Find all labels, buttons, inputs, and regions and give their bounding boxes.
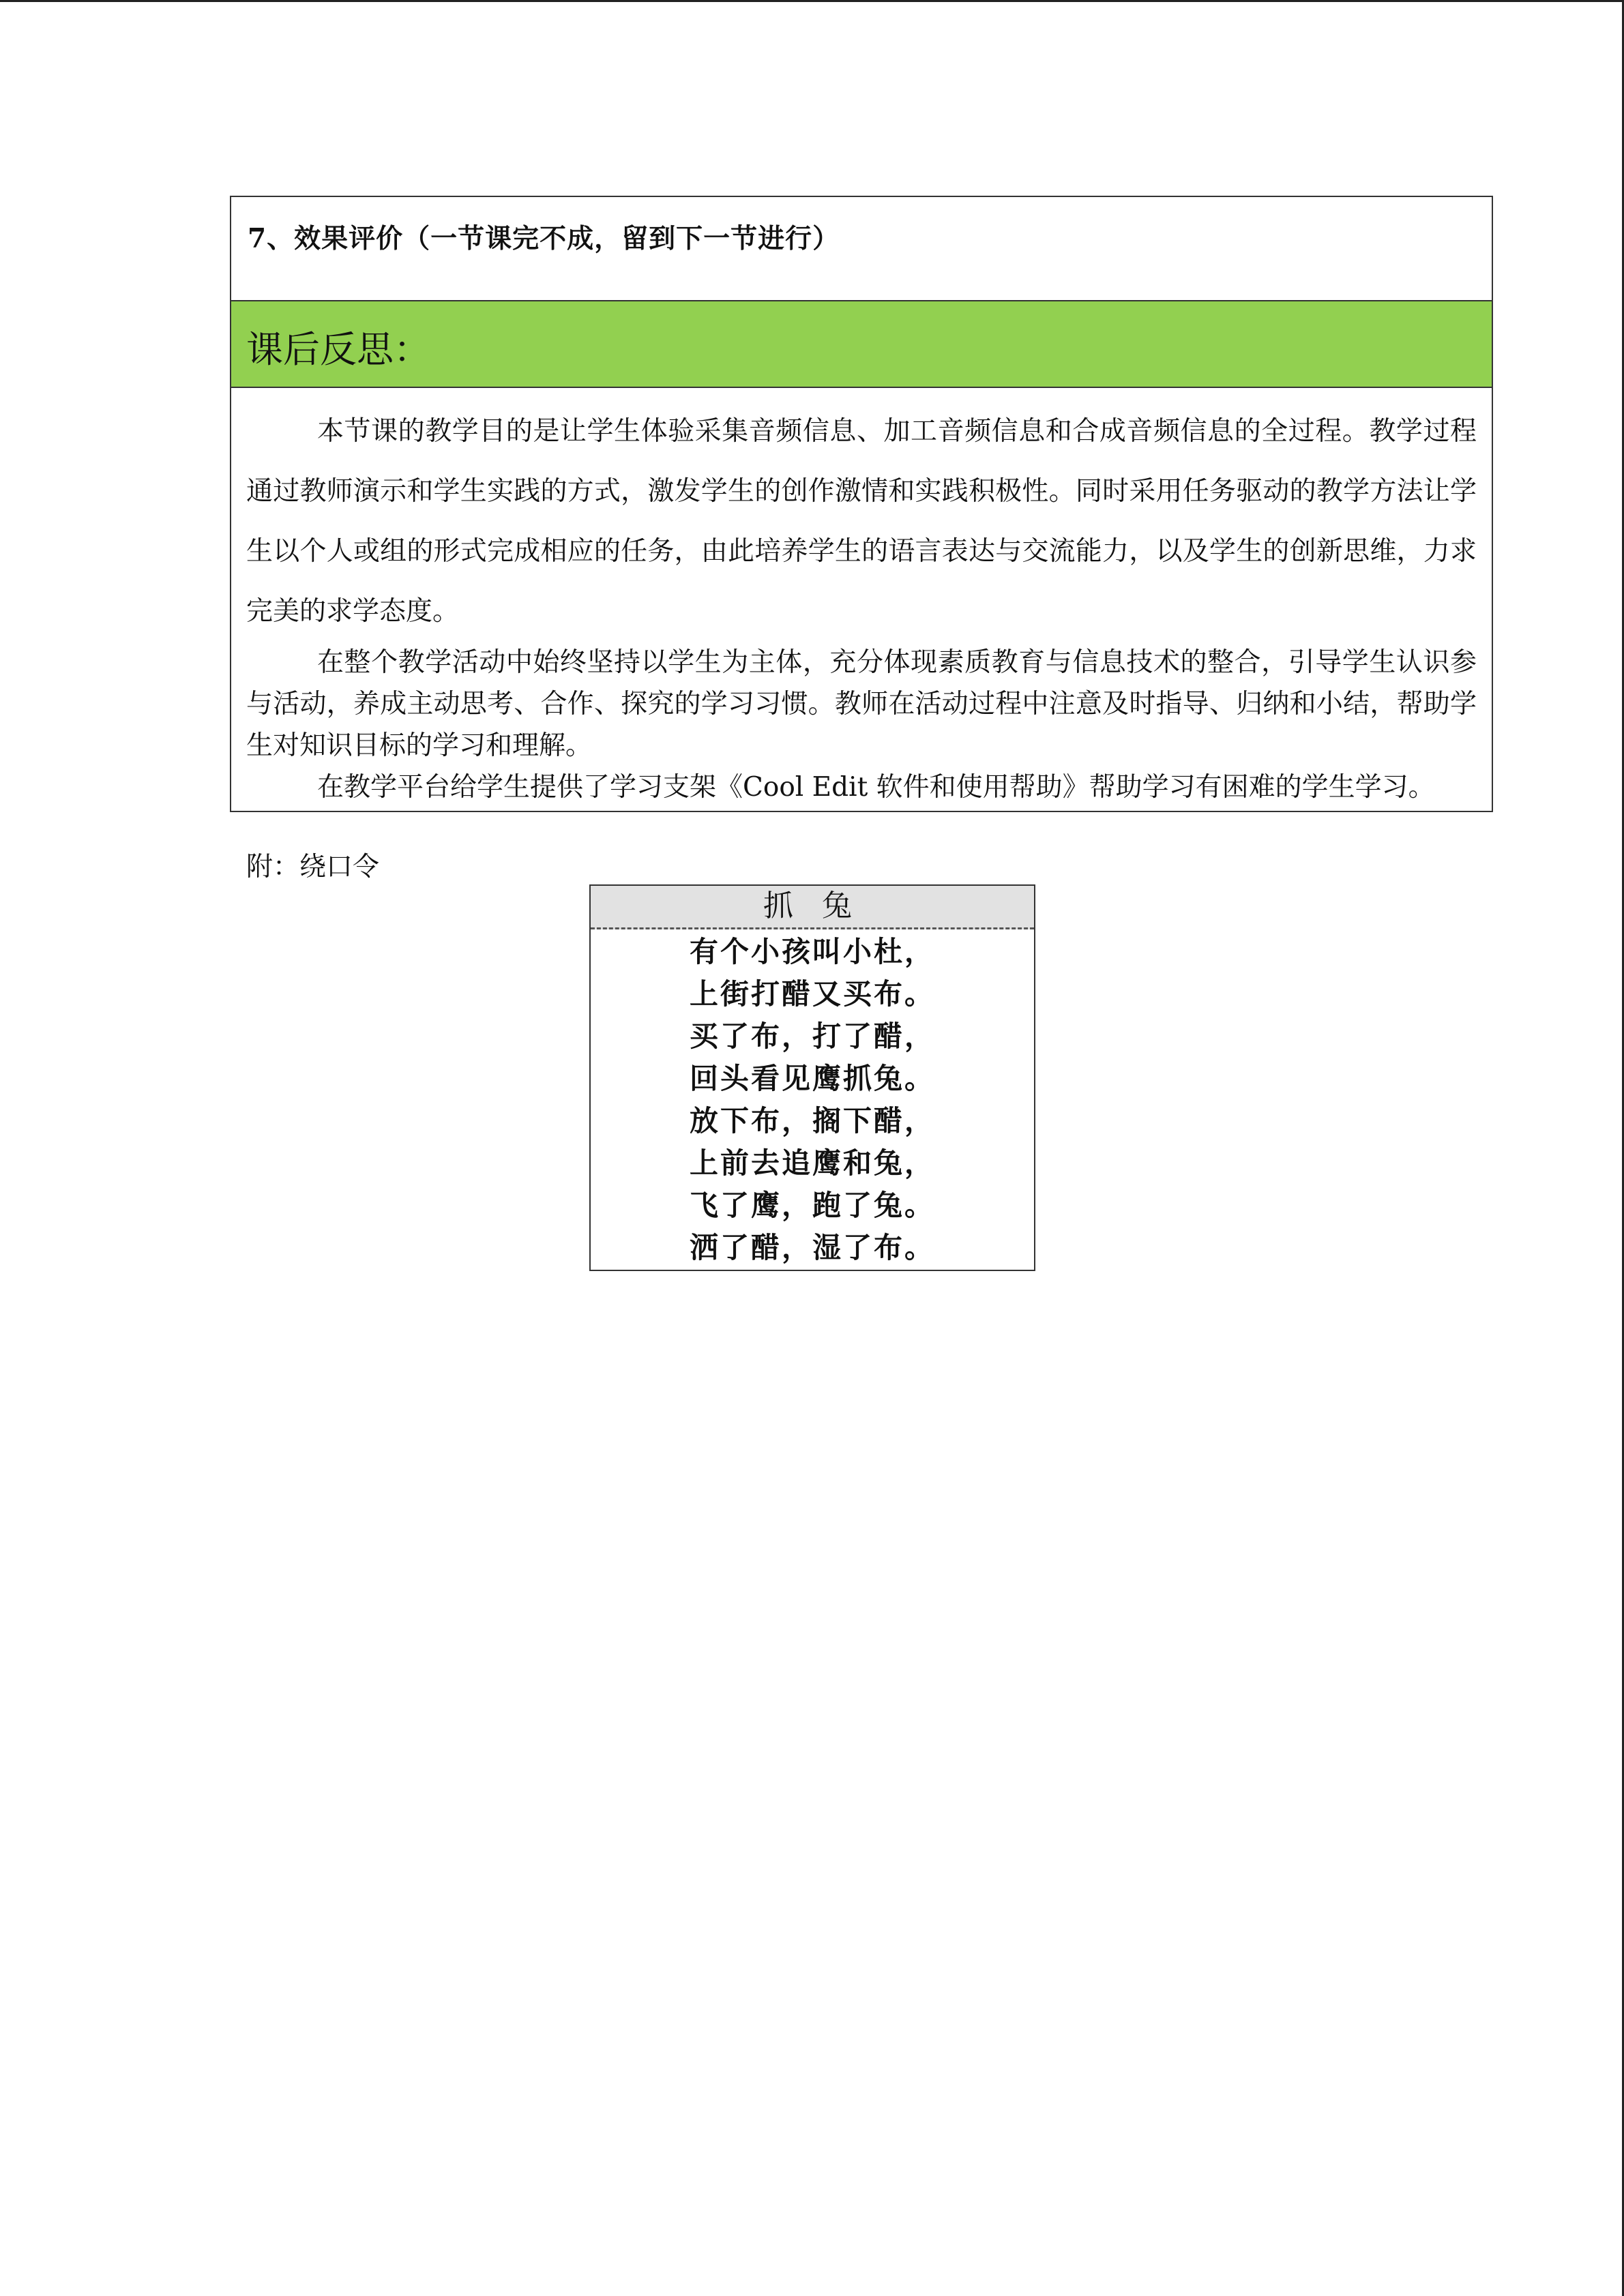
appendix-label: 附：绕口令 xyxy=(246,852,380,882)
reflection-paragraph-3: 在教学平台给学生提供了学习支架《Cool Edit 软件和使用帮助》帮助学习有困难的学生学习。 xyxy=(317,772,1435,803)
poem-line: 上街打醋又买布。 xyxy=(689,977,935,1011)
lesson-table xyxy=(230,196,1493,812)
reflection-header-row xyxy=(231,301,1492,388)
evaluation-heading: 7、效果评价（一节课完不成，留到下一节进行） xyxy=(248,223,840,254)
poem-line: 飞了鹰，跑了兔。 xyxy=(689,1189,935,1222)
reflection-body xyxy=(231,388,1492,811)
reflection-heading: 课后反思： xyxy=(246,328,430,371)
reflection-paragraph-2: 在整个教学活动中始终坚持以学生为主体，充分体现素质教育与信息技术的整合，引导学生认识参与活动，养成主动思考、合作、探究的学习习惯。教师在活动过程中注意及时指导、归纳和小结，帮助学生对知识目标的学习和理解。 xyxy=(246,647,1477,761)
poem-line: 洒了醋，湿了布。 xyxy=(689,1231,935,1264)
evaluation-row xyxy=(231,197,1492,301)
poem-title: 抓 兔 xyxy=(591,886,1034,929)
reflection-paragraph-1: 本节课的教学目的是让学生体验采集音频信息、加工音频信息和合成音频信息的全过程。教学过程通过教师演示和学生实践的方式，激发学生的创作激情和实践积极性。同时采用任务驱动的教学方法让学生以个人或组的形式完成相应的任务，由此培养学生的语言表达与交流能力，以及学生的创新思维，力求完美的求学态度。 xyxy=(246,416,1477,627)
page-top-border xyxy=(0,0,1624,2)
poem-line: 放下布，搁下醋， xyxy=(689,1104,935,1137)
poem-lines xyxy=(591,929,1034,1269)
tongue-twister-box xyxy=(589,884,1035,1271)
poem-line: 买了布，打了醋， xyxy=(689,1019,935,1053)
poem-line: 回头看见鹰抓兔。 xyxy=(689,1062,935,1095)
poem-line: 上前去追鹰和兔， xyxy=(689,1146,935,1180)
poem-line: 有个小孩叫小杜， xyxy=(689,935,935,968)
